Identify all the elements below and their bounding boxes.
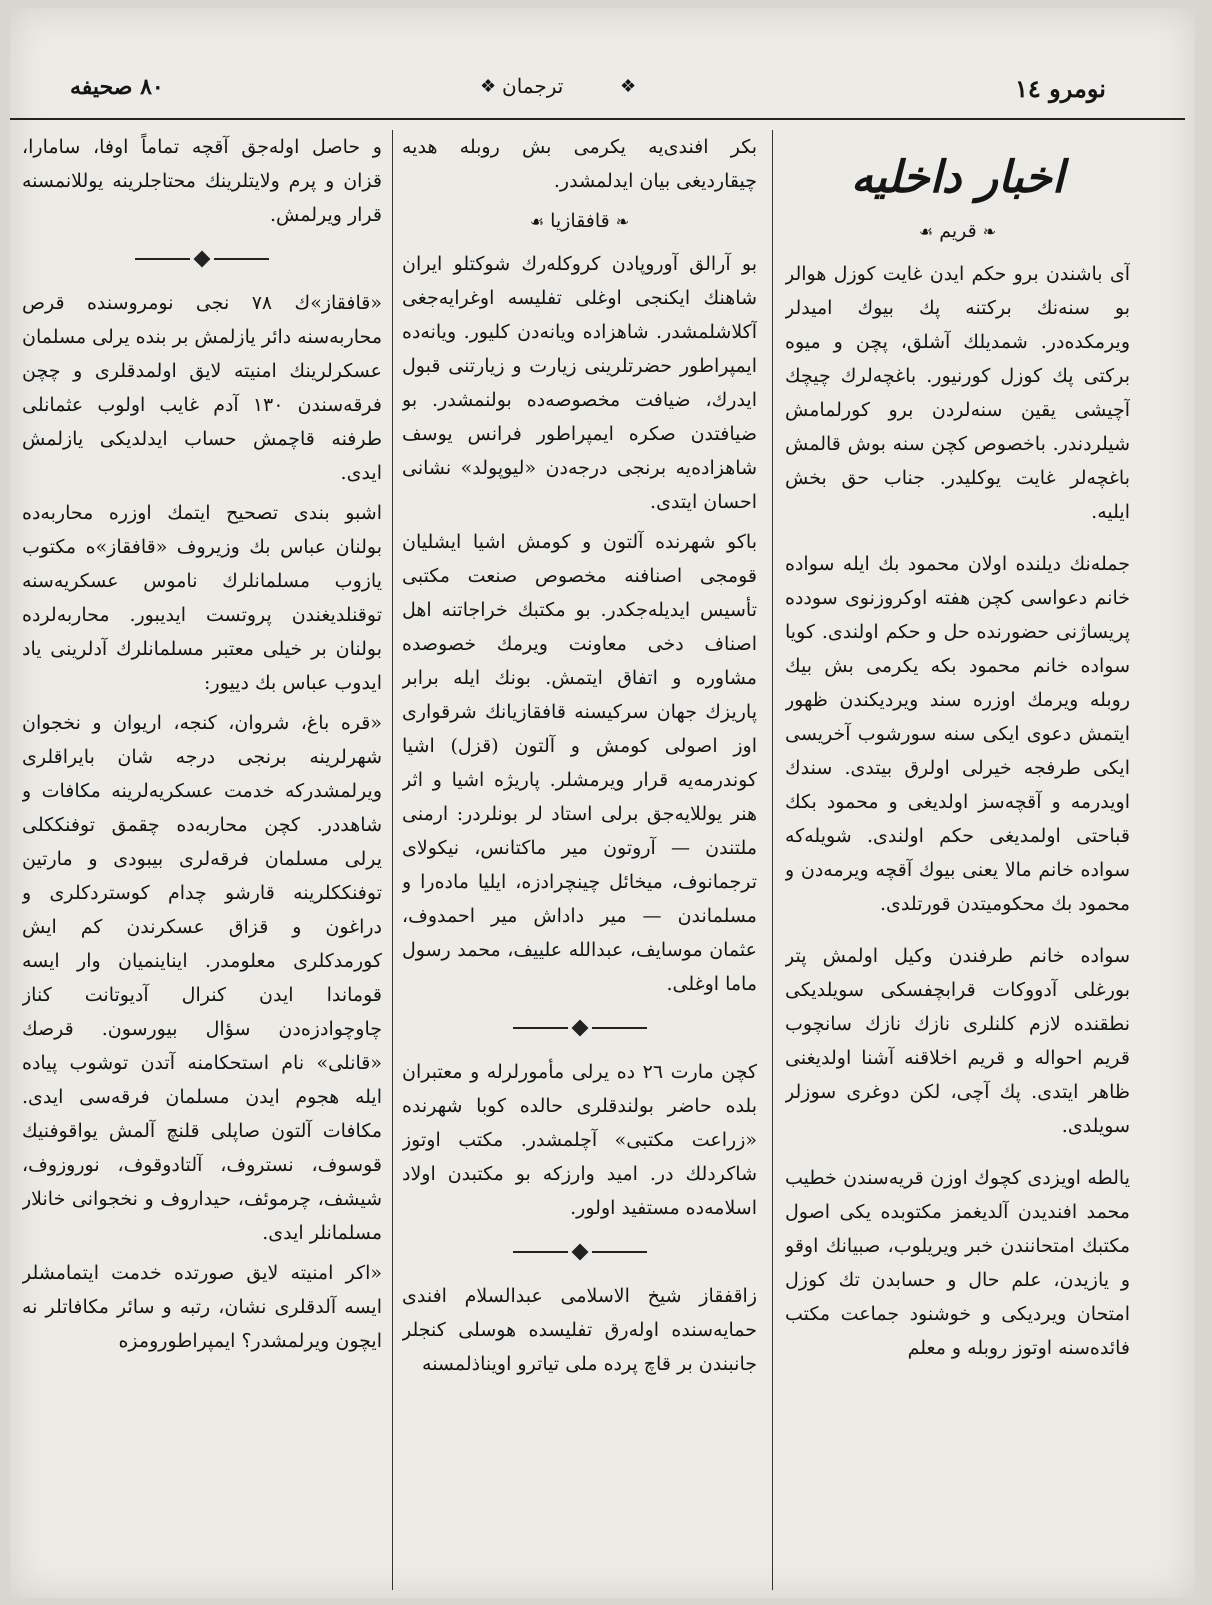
column-divider bbox=[392, 130, 393, 1590]
subsection-heading bbox=[402, 204, 757, 239]
article-paragraph: یالطه اویزدی کچوك اوزن قریه‌سندن خطیب محمد افندیدن آلدیغمز مکتوبده یکی اصول مکتبك امتحانندن خبر ویریلوب، صبیانك اوقو و یازیدن، علم حال و حسابدن تك کوزل امتحان ویردیکی و خوشنود جماعت مکتب فائده‌سنه اوتوز روبله و معلم bbox=[785, 1167, 1130, 1359]
ornament-icon: ❧ bbox=[615, 212, 630, 231]
page-number: ۸۰ صحیفه bbox=[70, 74, 164, 100]
ornament-icon: ❖ bbox=[480, 76, 497, 97]
subsection-heading bbox=[785, 214, 1130, 249]
separator bbox=[402, 1235, 757, 1269]
page-header bbox=[10, 68, 1185, 120]
article-paragraph: «قافقاز»ك ۷۸ نجی نومروسنده قرص محاربه‌سنه دائر یازلمش بر بنده یرلی مسلمان عسکرلرینك امنیته لایق اولمدقلری و چچن فرقه‌سندن ۱۳۰ آدم غایب اولوب عثمانلی طرفنه قاچمش حساب ایدلدیکی یازلمش ایدی. bbox=[22, 292, 382, 484]
column-middle bbox=[402, 130, 757, 1590]
column-divider bbox=[772, 130, 773, 1590]
article-paragraph: اشبو بندی تصحیح ایتمك اوزره محاربه‌ده بولنان عباس بك وزیروف «قافقاز»ه مکتوب یازوب مسلمانلرك ناموس عسکریه‌سنه توقنلدیغندن پروتست ایدیبور. محاربه‌لرده بولنان بر خیلی معتبر مسلمانلرك آدلرینی یاد ایدوب عباس بك دییور: bbox=[22, 502, 382, 694]
subsection-label: قریم bbox=[939, 220, 977, 242]
column-right bbox=[785, 130, 1130, 1590]
column-left bbox=[22, 130, 382, 1590]
ornament-icon: ❧ bbox=[982, 222, 997, 241]
diamond-icon bbox=[571, 1020, 588, 1037]
section-title: اخبار داخلیه bbox=[850, 152, 1065, 203]
article-paragraph: بکر افندی‌یه یکرمی بش روبله هدیه چیقاردیغی بیان ایدلمشدر. bbox=[402, 136, 757, 192]
separator bbox=[22, 242, 382, 276]
diamond-icon bbox=[194, 251, 211, 268]
article-paragraph: کچن مارت ۲٦ ده یرلی مأمورلرله و معتبران بلده حاضر بولندقلری حالده کوبا شهرنده «زراعت مکتبی» آچلمشدر. مکتب اوتوز شاکردلك در. امید وارزکه بو مکتبدن اولاد اسلامه‌ده مستفید اولور. bbox=[402, 1061, 757, 1219]
separator bbox=[402, 1011, 757, 1045]
article-paragraph: زاقفقاز شیخ الاسلامی عبدالسلام افندی حمایه‌سنده اوله‌رق تفلیسده هوسلی کنجلر جانبندن بر قاچ پرده ملی تیاترو اویناذلمسنه bbox=[402, 1285, 757, 1375]
article-paragraph: بو آرالق آوروپادن کروکله‌رك شوکتلو ایران شاهنك ایکنجی اوغلی تفلیسه اوغرایه‌جغی آکلاشلمشدر. شاهزاده ویانه‌دن کلیور. ویانه‌ده ایمپراطور حضرتلرینی زیارت و زیارتنی قبول ایدرك، ضیافت مخصوصه‌ده بولنمشدر. بو ضیافتدن صکره ایمپراطور فرانس یوسف شاهزاده‌یه برنجی درجه‌دن «لیوپولد» نشانی احسان ایتدی. bbox=[402, 253, 757, 513]
ornament-icon: ❖ bbox=[620, 76, 637, 97]
subsection-label: قافقازیا bbox=[550, 210, 610, 232]
ornament-icon: ☙ bbox=[918, 222, 934, 241]
article-paragraph: آی باشندن برو حکم ایدن غایت کوزل هوالر بو سنه‌نك برکتنه پك بیوك امیدلر ویرمکده‌در. شمدیلك آشلق، پچن و میوه برکتی پك کوزل کورنیور. باغچه‌لرك چیچك آچیشی یقین سنه‌لردن برو کورلمامش شیلردندر. باخصوص کچن سنه بوش قالمش باغچه‌لر غایت یوکلیدر. جناب حق بخش ایلیه. bbox=[785, 263, 1130, 523]
paper-name: ترجمان bbox=[502, 74, 564, 98]
article-paragraph: و حاصل اوله‌جق آقچه تماماً اوفا، سامارا، قزان و پرم ولایتلرینك محتاجلرینه یوللانمسنه قرار ویرلمش. bbox=[22, 136, 382, 226]
issue-number: نومرو ۱٤ bbox=[1015, 74, 1106, 103]
newspaper-page bbox=[10, 8, 1195, 1598]
ornament-icon: ☙ bbox=[529, 212, 545, 231]
article-paragraph: «اکر امنیته لایق صورتده خدمت ایتمامشلر ایسه آلدقلری نشان، رتبه و سائر مکافاتلر نه ایچون ویرلمشدر؟ ایمپراطورومزه bbox=[22, 1262, 382, 1352]
article-paragraph: سواده خانم طرفندن وکیل اولمش پتر بورغلی آدووکات قرابچفسکی سویلدیکی نطقنده لازم کلنلری نازك نازك سانچوب قریم احواله و قریم اخلاقنه آشنا اولدیغنی ظاهر ایتدی. پك آچی، لکن دوغری سوزلر سویلدی. bbox=[785, 945, 1130, 1137]
article-paragraph: جمله‌نك دیلنده اولان محمود بك ایله سواده خانم دعواسی کچن هفته اوکروزنوی سودده پریساژنی حضورنده حل و حکم اولندی. کویا سواده خانم محمود بکه یکرمی بش بیك روبله ویرمك اوزره سند ویردیکندن ظهور ایتمش دعوی ایکی سنه سورشوب آخریسی ایکی طرفجه خیرلی اولرق بیتدی. سندك اویدرمه و آقچه‌سز اولدیغی و محمود بکك قباحتی اولمدیغی حکم اولندی. شویله‌که سواده خانم مالا یعنی بیوك آقچه ویرمه‌دن و محمود بك محکومیتدن قورتلدی. bbox=[785, 553, 1130, 915]
diamond-icon bbox=[571, 1244, 588, 1261]
article-paragraph: «قره باغ، شروان، کنجه، اریوان و نخجوان شهرلرینه برنجی درجه شان بایراقلری ویرلمشدرکه خدمت عسکریه‌لرینه مکافات و شاهددر. کچن محاربه‌ده چقمق توفنککلی یرلی مسلمان فرقه‌لری بیبودی و مارتین توفنککلرینه قارشو چدام کوستردکلری و دراغون و قزاق عسکرندن کم ایش کورمدکلری معلومدر. ایناینمیان وار ایسه قوماندا ایدن کنرال آدیوتانت کناز چاوچوادزه‌دن سؤال بیورسون. قرصك «قانلی» نام استحکامنه آتدن توشوب پیاده ایله هجوم ایدن مسلمان فرقه‌سی ایدی. مکافات آلتون صاپلی قلنچ آلمش یواقوفنیك قوسوف، نستروف، آلتادوقوف، نوروزوف، شیشف، چرموئف، حیداروف و نخجوانی خانلار مسلمانلر ایدی. bbox=[22, 712, 382, 1244]
article-paragraph: باکو شهرنده آلتون و کومش اشیا ایشلیان قومجی اصنافنه مخصوص صنعت مکتبی تأسیس ایدیله‌جکدر. بو مکتبك خراجاتنه اهل اصناف دخی معاونت ویرمك خصوصده مشاوره و اتفاق ایتمش. بونك ایله برابر پاریزك جهان سرکیسنه قافقازیانك شرقواری اوز اصولی کومش و آلتون (قزل) اشیا کوندرمه‌یه قرار ویرمشلر. پاریژه اشیا و اثر هنر یوللایه‌جق برلی استاد لر بونلردر: ارمنی ملتندن — آروتون میر ماکتانس، نیکولای ترجمانوف، میخائل چینچرادزه، ایلیا ماده‌را و مسلماندن — میر داداش میر احمدوف، عثمان موسایف، عبدالله علییف، محمد رسول ماما اوغلی. bbox=[402, 531, 757, 995]
